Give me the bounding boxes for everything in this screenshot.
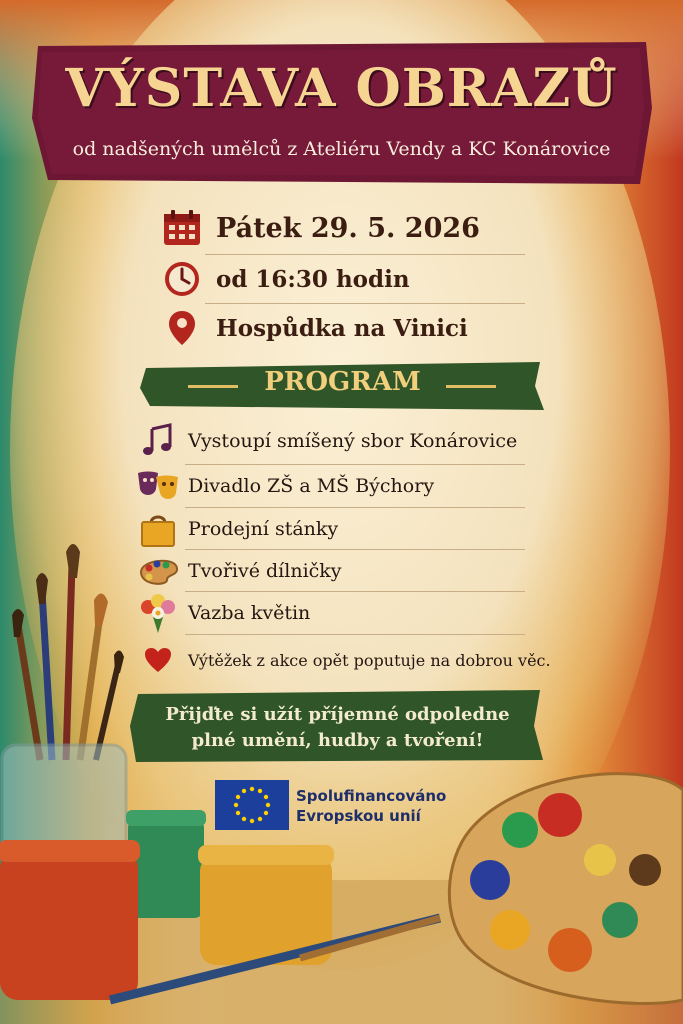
program-item-label: Divadlo ZŠ a MŠ Býchory	[188, 475, 435, 497]
eu-text-line: Spolufinancováno	[296, 787, 447, 805]
charity-text: Výtěžek z akce opět poputuje na dobrou věc.	[188, 650, 551, 670]
program-item-label: Vazba květin	[188, 602, 311, 624]
red-paint-jar	[0, 850, 138, 1000]
event-time: od 16:30 hodin	[216, 265, 410, 293]
paint-palette	[449, 774, 683, 1004]
paint-brushes	[12, 544, 124, 760]
event-date: Pátek 29. 5. 2026	[216, 212, 480, 244]
program-item-label: Vystoupí smíšený sbor Konárovice	[188, 430, 518, 452]
invitation-line: plné umění, hudby a tvoření!	[191, 730, 484, 751]
event-title: VÝSTAVA OBRAZŮ	[65, 58, 618, 119]
green-paint-jar	[128, 818, 204, 918]
invitation-line: Přijďte si užít příjemné odpoledne	[165, 704, 510, 725]
event-subtitle: od nadšených umělců z Ateliéru Vendy a KC Konárovice	[72, 138, 611, 160]
program-heading: PROGRAM	[264, 367, 421, 397]
program-item-label: Tvořivé dílničky	[188, 560, 342, 582]
event-place: Hospůdka na Vinici	[216, 314, 468, 342]
eu-text-line: Evropskou unií	[296, 807, 421, 825]
program-item-label: Prodejní stánky	[188, 518, 339, 540]
